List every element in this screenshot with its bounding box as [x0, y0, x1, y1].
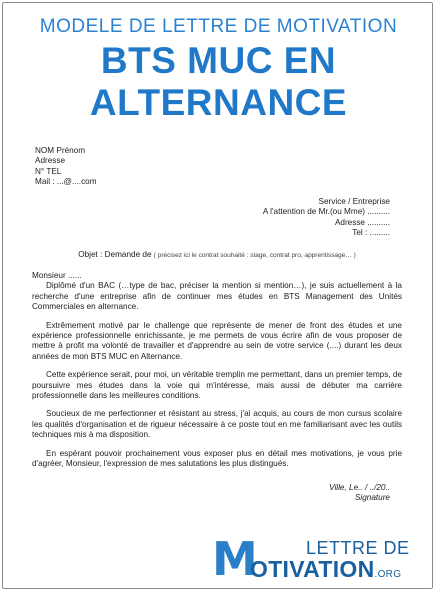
site-logo — [212, 532, 427, 586]
recipient-attention: A l'attention de Mr.(ou Mme) .......... — [262, 207, 390, 217]
salutation: Monsieur ...... — [32, 271, 82, 280]
paragraph-5: En espérant pouvoir prochainement vous exposer plus en détail mes motivations, je vous prie d'agréer, Monsieur, l'expression de mes salutations les plus distingués. — [32, 448, 402, 469]
recipient-block — [263, 197, 390, 239]
letter-paragraphs — [32, 271, 402, 478]
sender-block — [35, 146, 97, 188]
document-subtitle: MODELE DE LETTRE DE MOTIVATION — [39, 16, 398, 37]
recipient-company: Service / Entreprise — [318, 197, 390, 206]
subject-line — [32, 250, 402, 261]
sender-tel: N° TEL — [35, 166, 62, 176]
subject-label: Objet : Demande de — [78, 250, 152, 259]
logo-bottom-word: OTIVATION — [250, 556, 375, 582]
place-date: Ville, Le.. / ../20.. — [329, 483, 390, 492]
sender-address: Adresse — [35, 156, 66, 166]
paragraph-4: Soucieux de me perfectionner et résistant au stress, j'ai acquis, au cours de mon cursus scolaire les qualités d'organisation et de rigueur nécessaire à ce poste tout en me familiarisant avec les outils techniques mis à ma disposition. — [32, 409, 402, 440]
paragraph-3: Cette expérience serait, pour moi, un véritable tremplin me permettant, dans un premier temps, de poursuivre mes études dans la voie qui m'intéresse, mais aussi de débuter ma carrière professionnelle dans les meilleures conditions. — [32, 370, 402, 401]
document-title-line-1: BTS MUC EN — [100, 40, 337, 81]
subject-detail: ( précisez ici le contrat souhaité : stage, contrat pro, apprentissage… ) — [153, 252, 356, 259]
logo-top-text: LETTRE DE — [306, 538, 410, 558]
paragraph-1: Diplômé d'un BAC (…type de bac, préciser la mention si mention…), je suis actuellement à la recherche d'une entreprise afin de continuer mes études en BTS Management des Unités Commerciales en alternance. — [32, 281, 402, 312]
logo-domain: .ORG — [374, 569, 402, 580]
closing-block — [329, 483, 390, 504]
sender-name: NOM Prénom — [35, 146, 86, 155]
logo-bottom-text — [250, 556, 401, 583]
logo-big-letter: M — [212, 532, 258, 586]
signature: Signature — [354, 493, 390, 503]
document-title-line-2: ALTERNANCE — [89, 82, 348, 123]
recipient-tel: Tel : ......... — [352, 228, 390, 238]
sender-mail: Mail : ...@....com — [35, 177, 97, 187]
paragraph-2: Extrêmement motivé par le challenge que représente de mener de front des études et une expérience professionnelle enrichissante, je me permets de vous écrire afin de vous proposer de mettre à profit ma volonté de travailler et d'apprendre au sein de votre service (....) durant les deux années de mon BTS MUC en Alternance. — [32, 320, 402, 361]
recipient-address: Adresse .......... — [334, 217, 390, 227]
